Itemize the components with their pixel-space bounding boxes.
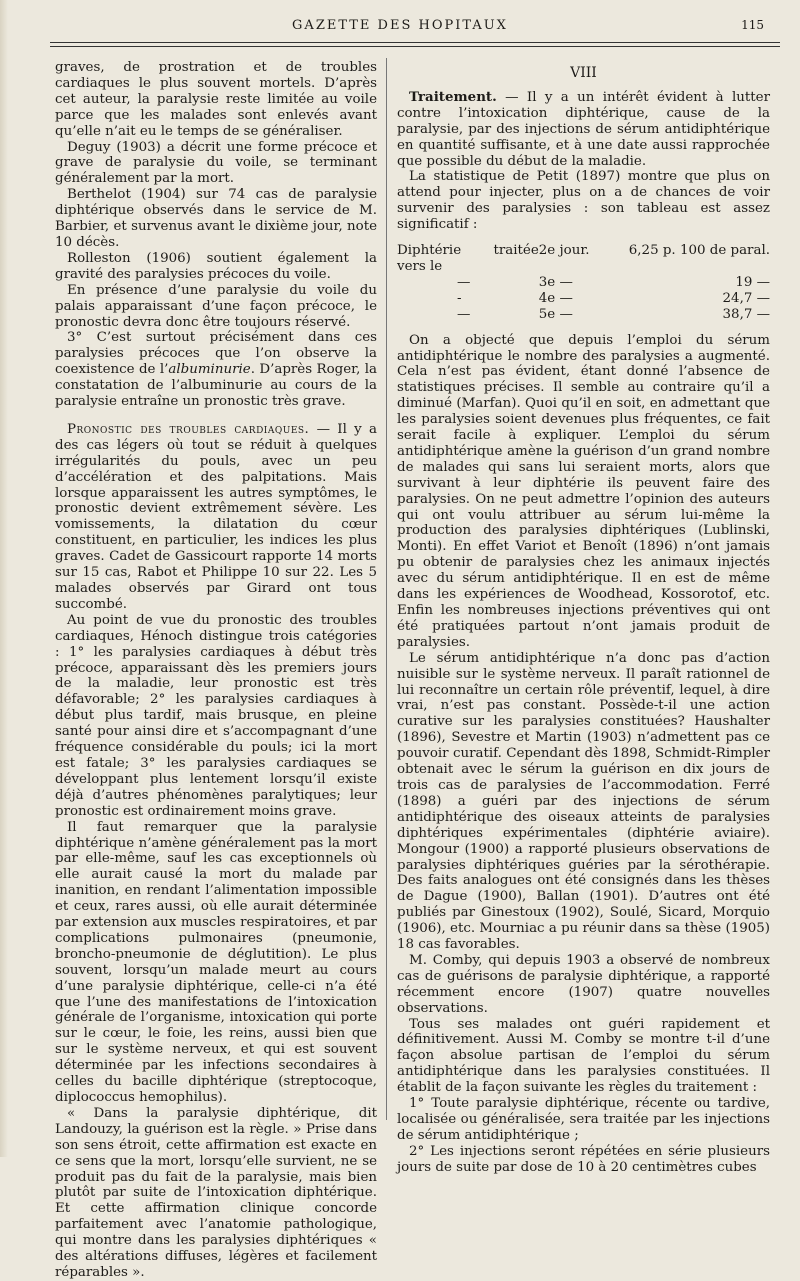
paragraph [55, 330, 377, 410]
table-cell: 5e — [538, 306, 573, 322]
statistics-table [397, 243, 770, 323]
table-cell: 19 — [735, 274, 770, 290]
table-row [397, 291, 770, 307]
paragraph: La statistique de Petit (1897) montre que plus on attend pour injecter, plus on a de chances de voir survenir des paralysies : son tableau est assez significatif : [397, 169, 770, 233]
paragraph: Deguy (1903) a décrit une forme précoce et grave de paralysie du voile, se terminant généralement par la mort. [55, 139, 377, 187]
table-cell: Diphtérie traitée vers le [397, 243, 539, 274]
paragraph: Tous ses malades ont guéri rapidement et définitivement. Aussi M. Comby se montre t-il d’une façon absolue partisan de l’emploi du sérum antidiphtérique dans les paralysies constituées. Il établit de la façon suivante les règles du traitement : [397, 1016, 770, 1096]
paragraph: M. Comby, qui depuis 1903 a observé de nombreux cas de guérisons de paralysie diphtérique, a rapporté récemment encore (1907) quatre nouvelles observations. [397, 952, 770, 1016]
table-row [397, 275, 770, 291]
paragraph: On a objecté que depuis l’emploi du sérum antidiphtérique le nombre des paralysies a augmenté. Cela n’est pas évident, étant donné l’absence de statistiques précises. Il semble au contraire qu’il a diminué (Marfan). Quoi qu’il en soit, en admettant que les paralysies soient devenues plus fréquentes, ce fait serait facile à expliquer. L’emploi du sérum antidiphtérique amène la guérison d’un grand nombre de malades qui sans lui seraient morts, alors que survivant à leur diphtérie ils peuvent faire des paralysies. On ne peut admettre l’opinion des auteurs qui ont voulu attribuer au sérum lui-même la production des paralysies diphtériques (Lublinski, Monti). En effet Variot et Benoît (1896) n’ont jamais pu obtenir de paralysies chez les animaux injectés avec du sérum antidiphtérique. Il en est de même dans les expériences de Woodhead, Kossorotof, etc. Enfin les nombreuses injections préventives qui ont été pratiquées partout n’ont jamais produit de paralysies. [397, 332, 770, 650]
page-number: 115 [741, 18, 764, 32]
paragraph: Rolleston (1906) soutient également la gravité des paralysies précoces du voile. [55, 250, 377, 282]
table-cell: 2e jour. [538, 243, 590, 259]
running-header [0, 18, 800, 40]
section-heading: Traitement. [409, 88, 497, 105]
right-column [397, 60, 770, 1176]
table-cell: 24,7 — [722, 290, 770, 306]
paragraph: Berthelot (1904) sur 74 cas de paralysie diphtérique observés dans le service de M. Barbier, et survenus avant le dixième jour, note 10 décès. [55, 187, 377, 250]
table-row [397, 243, 770, 275]
left-column [55, 60, 377, 1281]
table-cell: 3e — [538, 274, 573, 290]
text-run: — Il y a des cas légers où tout se réduit à quelques irrégularités du pouls, avec un peu d’accélération et des palpitations. Mais lorsque apparaissent les autres symptômes, le pronostic devient extrêmement sévère. Les vomissements, la dilatation du cœur constituent, en particulier, les indices les plus graves. Cadet de Gassicourt rapporte 14 morts sur 15 cas, Rabot et Philippe 10 sur 22. Les 5 malades observés par Girard ont tous succombé. [55, 421, 377, 612]
text-run: — Il y a un intérêt évident à lutter contre l’intoxication diphtérique, cause de la paralysie, par des injections de sérum antidiphtérique en quantité suffisante, et à une date aussi rapprochée que possible du début de la maladie. [397, 89, 770, 169]
paragraph: Le sérum antidiphtérique n’a donc pas d’action nuisible sur le système nerveux. Il paraît rationnel de lui reconnaître un certain rôle préventif, lequel, à dire vrai, n’est pas constant. Possède-t-il une action curative sur les paralysies constituées? Haushalter (1896), Sevestre et Martin (1903) n’admettent pas ce pouvoir curatif. Cependant dès 1898, Schmidt-Rimpler obtenait avec le sérum la guérison en dix jours de trois cas de paralysies de l’accommodation. Ferré (1898) a guéri par des injections de sérum antidiphtérique des oiseaux atteints de paralysies diphtériques expérimentales (diphtérie aviaire). Mongour (1900) a rapporté plusieurs observations de paralysies diphtériques guéries par la sérothérapie. Des faits analogues ont été consignés dans les thèses de Dague (1900), Ballan (1901). D’autres ont été publiés par Ginestoux (1902), Soulé, Sicard, Morquio (1906), etc. Mourniac a pu réunir dans sa thèse (1905) 18 cas favorables. [397, 650, 770, 953]
table-cell: 6,25 p. 100 de paral. [628, 243, 770, 259]
table-cell: 4e — [538, 290, 573, 306]
text-run: 3° C’est surtout précisément dans ces paralysies précoces que l’on observe la coexistence de l’ [55, 330, 377, 378]
table-cell: 38,7 — [722, 306, 770, 322]
text-run: . D’après Roger, la constatation de l’albuminurie au cours de la paralysie entraîne un pronostic très grave. [55, 362, 377, 410]
page-binding-edge [0, 0, 8, 1157]
paragraph: 1° Toute paralysie diphtérique, récente ou tardive, localisée ou généralisée, sera traitée par les injections de sérum antidiphtérique ; [397, 1096, 770, 1143]
section-heading: Pronostic des troubles cardiaques. [67, 421, 310, 437]
journal-title: GAZETTE DES HOPITAUX [292, 18, 508, 33]
section-number: VIII [570, 65, 597, 81]
paragraph: En présence d’une paralysie du voile du palais apparaissant d’une façon précoce, le pronostic devra donc être toujours réservé. [55, 282, 377, 330]
table-cell: - [457, 290, 462, 306]
italic-term: albuminurie [168, 362, 251, 378]
table-cell: — [457, 306, 471, 322]
paragraph: Au point de vue du pronostic des troubles cardiaques, Hénoch distingue trois catégories : 1° les paralysies cardiaques à début très précoce, apparaissant dès les premiers jours de la maladie, leur pronostic est très défavorable; 2° les paralysies cardiaques à début plus tardif, mais brusque, en pleine santé pour ainsi dire et s’accompagnant d’une fréquence considérable du pouls; ici la mort est fatale; 3° les paralysies cardiaques se développant plus lentement lorsqu’il existe déjà d’autres phénomènes paralytiques; leur pronostic est ordinairement moins grave. [55, 612, 377, 819]
table-row [397, 307, 770, 323]
header-rule-thin [50, 42, 780, 43]
header-rule-thick [50, 46, 780, 47]
paragraph: 2° Les injections seront répétées en série plusieurs jours de suite par dose de 10 à 20 centimètres cubes [397, 1143, 770, 1175]
paragraph [55, 422, 377, 613]
paragraph: graves, de prostration et de troubles cardiaques le plus souvent mortels. D’après cet auteur, la paralysie reste limitée au voile parce que les malades sont enlevés avant qu’elle n’ait eu le temps de se généraliser. [55, 60, 377, 139]
paragraph: « Dans la paralysie diphtérique, dit Landouzy, la guérison est la règle. » Prise dans son sens étroit, cette affirmation est exacte en ce sens que la mort, lorsqu’elle survient, ne se produit pas du fait de la paralysie, mais bien plutôt par suite de l’intoxication diphtérique. Et cette affirmation clinique concorde parfaitement avec l’anatomie pathologique, qui montre dans les paralysies diphtériques « des altérations diffuses, légères et facilement réparables ». [55, 1105, 377, 1280]
paragraph: Il faut remarquer que la paralysie diphtérique n’amène généralement pas la mort par elle-même, sauf les cas exceptionnels où elle aurait causé la mort du malade par inanition, en rendant l’alimentation impossible et ceux, rares aussi, où elle aurait déterminée par extension aux muscles respiratoires, et par complications pulmonaires (pneumonie, broncho-pneumonie de déglutition). Le plus souvent, lorsqu’un malade meurt au cours d’une paralysie diphtérique, celle-ci n’a été que l’une des manifestations de l’intoxication générale de l’organisme, intoxication qui porte sur le cœur, le foie, les reins, aussi bien que sur le système nerveux, et qui est souvent déterminée par les infections secondaires à celles du bacille diphtérique (streptocoque, diplococcus hemophilus). [55, 819, 377, 1105]
paragraph [397, 90, 770, 170]
table-cell: — [457, 274, 471, 290]
column-divider [386, 58, 387, 1120]
